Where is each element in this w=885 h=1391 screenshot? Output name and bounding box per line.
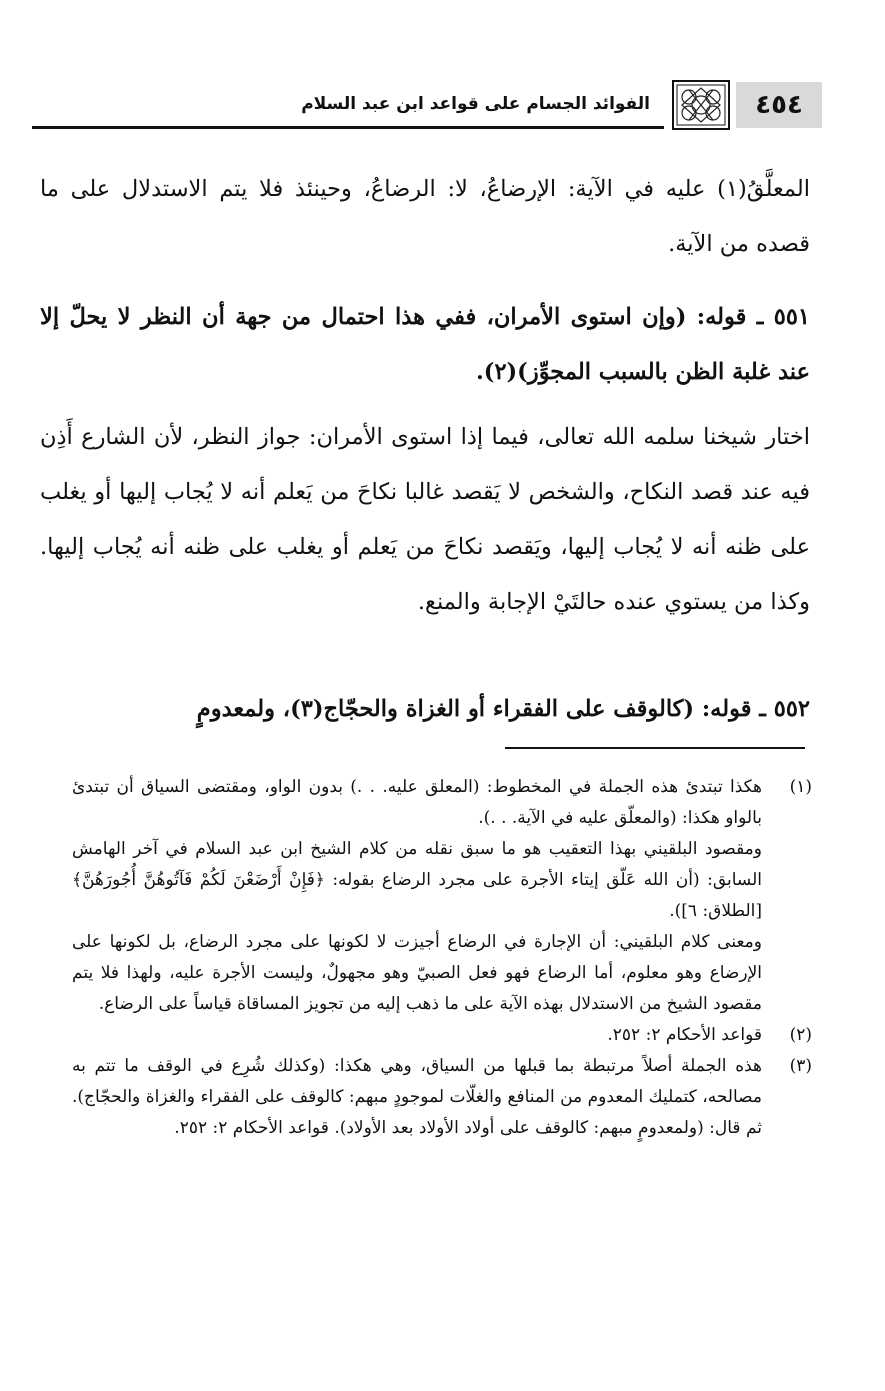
geometric-ornament-icon <box>672 80 730 130</box>
running-title: الفوائد الجسام على قواعد ابن عبد السلام <box>301 94 650 114</box>
footnote-number: (٣) <box>789 1056 812 1076</box>
page-header <box>32 80 822 134</box>
footnotes <box>72 772 812 1144</box>
footnote-3 <box>72 1051 812 1144</box>
footnote-text: هذه الجملة أصلاً مرتبطة بما قبلها من السياق، وهي هكذا: (وكذلك شُرِع في الوقف ما تتم به مصالحه، كتمليك المعدوم من المنافع والغلّات لموجودٍ مبهم: كالوقف على الفقراء والغزاة والحجّاج). ثم قال: (ولمعدومٍ مبهم: كالوقف على أولاد الأولاد بعد الأولاد). قواعد الأحكام ٢: ٢٥٢. <box>72 1056 762 1138</box>
paragraph-continuation: المعلَّقُ(١) عليه في الآية: الإرضاعُ، لا: الرضاعُ، وحينئذ فلا يتم الاستدلال على ما قصده من الآية. <box>40 176 810 257</box>
page-number: ٤٥٤ <box>736 82 822 128</box>
footnote-number: (١) <box>789 777 812 797</box>
footnote-2 <box>72 1020 812 1051</box>
section-551: ٥٥١ ـ قوله: (وإن استوى الأمران، ففي هذا احتمال من جهة أن النظر لا يحلّ إلا عند غلبة الظن بالسبب المجوِّز)(٢). <box>40 304 810 385</box>
header-rule <box>32 126 664 129</box>
paragraph-commentary: اختار شيخنا سلمه الله تعالى، فيما إذا استوى الأمران: جواز النظر، لأن الشارع أَذِن فيه عند قصد النكاح، والشخص لا يَقصد غالبا نكاحَ من يَعلم أنه لا يُجاب إليها أو يغلب على ظنه أنه لا يُجاب إليها، ويَقصد نكاحَ من يَعلم أو يغلب على ظنه أنه يُجاب إليها. وكذا من يستوي عنده حالتَيْ الإجابة والمنع. <box>40 424 810 615</box>
section-552: ٥٥٢ ـ قوله: (كالوقف على الفقراء أو الغزاة والحجّاج(٣)، ولمعدومٍ <box>196 696 810 722</box>
footnote-text: ومعنى كلام البلقيني: أن الإجارة في الرضاع أجيزت لا لكونها على مجرد الرضاع، بل لكونها على الإرضاع وهو معلوم، أما الرضاع فهو فعل الصبيّ وهو مجهولٌ، وليست الأجرة عليه، ولهذا فلا يتم مقصود الشيخ من الاستدلال بهذه الآية على ما ذهب إليه من تجويز المساقاة قياساً على الرضاع. <box>72 932 762 1014</box>
footnote-1 <box>72 772 812 1020</box>
footnote-number: (٢) <box>789 1025 812 1045</box>
footnote-text: قواعد الأحكام ٢: ٢٥٢. <box>607 1025 762 1045</box>
footnote-text: هكذا تبتدئ هذه الجملة في المخطوط: (المعلق عليه. . .) بدون الواو، ومقتضى السياق أن تبتدئ بالواو هكذا: (والمعلّق عليه في الآية. . .). <box>72 777 762 828</box>
footnote-text: ومقصود البلقيني بهذا التعقيب هو ما سبق نقله من كلام الشيخ ابن عبد السلام في آخر الهامش السابق: (أن الله عَلّق إيتاء الأجرة على مجرد الرضاع بقوله: ﴿فَإِنْ أَرْضَعْنَ لَكُمْ فَآتُوهُنَّ أُجُورَهُنَّ﴾ [الطلاق: ٦]). <box>72 839 762 921</box>
footnote-divider <box>505 747 805 749</box>
